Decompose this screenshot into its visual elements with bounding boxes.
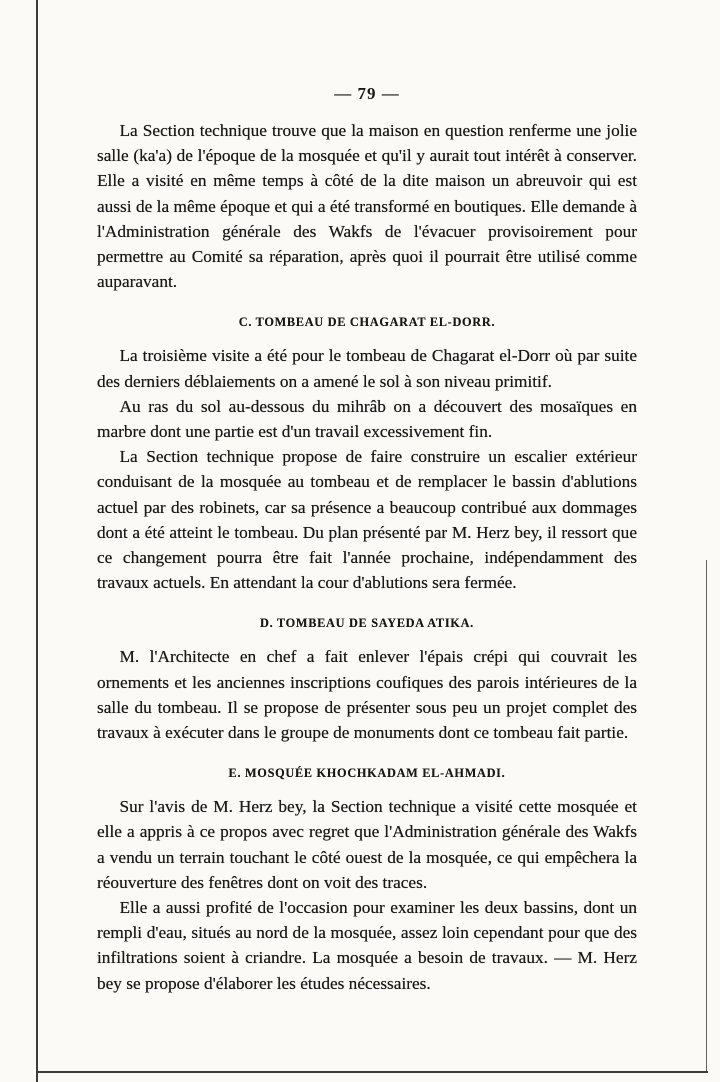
paragraph-architecte-en-chef: M. l'Architecte en chef a fait enlever l'épais crépi qui couvrait les ornements et les anciennes inscriptions coufiques des parois intérieures de la salle du tombeau. Il se propose de présenter sous peu un projet complet des travaux à exécuter dans le groupe de monuments dont ce tombeau fait partie.: [97, 647, 637, 743]
section-heading-tombeau-sayeda-atika: D. TOMBEAU DE SAYEDA ATIKA.: [260, 616, 474, 631]
page-content: [97, 84, 637, 996]
paragraph-avis-herz-bey: Sur l'avis de M. Herz bey, la Section technique a visité cette mosquée et elle a appris à ce propos avec regret que l'Administration générale des Wakfs a vendu un terrain touchant le côté ouest de la mosquée, ce qui empêchera la réouverture des fenêtres dont on voit des traces.: [97, 797, 637, 892]
scan-edge-right: [706, 560, 708, 1073]
scan-edge-bottom: [36, 1071, 708, 1073]
section-heading-mosquee-khochkadam: E. MOSQUÉE KHOCHKADAM EL-AHMADI.: [228, 766, 506, 781]
paragraph-troisieme-visite: La troisième visite a été pour le tombeau de Chagarat el-Dorr où par suite des derniers déblaiements on a amené le sol à son niveau primitif.: [97, 346, 637, 391]
paragraph-deux-bassins: Elle a aussi profité de l'occasion pour examiner les deux bassins, dont un rempli d'eau, situés au nord de la mosquée, assez loin cependant pour que des infiltrations soient à criandre. La mosquée a besoin de travaux. — M. Herz bey se propose d'élaborer les études nécessaires.: [97, 898, 637, 993]
scan-edge-left: [36, 0, 38, 1082]
section-heading-tombeau-chagarat-el-dorr: C. TOMBEAU DE CHAGARAT EL-DORR.: [238, 315, 496, 330]
paragraph-mihrab-mosaiques: Au ras du sol au-dessous du mihrâb on a découvert des mosaïques en marbre dont une partie est d'un travail excessivement fin.: [97, 396, 637, 442]
paragraph-escalier-exterieur: La Section technique propose de faire construire un escalier extérieur conduisant de la mosquée au tombeau et de remplacer le bassin d'ablutions actuel par des robinets, car sa présence a beaucoup contribué aux dommages dont a été atteint le tombeau. Du plan présenté par M. Herz bey, il ressort que ce changement pourra être fait l'année prochaine, indépendamment des travaux actuels. En attendant la cour d'ablutions sera fermée.: [97, 447, 637, 593]
paragraph-maison-section-technique: La Section technique trouve que la maison en question renferme une jolie salle (ka'a) de l'époque de la mosquée et qu'il y aurait tout intérêt à conserver. Elle a visité en même temps à côté de la dite maison un abreuvoir qui est aussi de la même époque et qui a été transformé en boutiques. Elle demande à l'Administration générale des Wakfs de l'évacuer provisoirement pour permettre au Comité sa réparation, après quoi il pourrait être utilisé comme auparavant.: [97, 121, 637, 292]
page-number: — 79 —: [334, 84, 400, 103]
